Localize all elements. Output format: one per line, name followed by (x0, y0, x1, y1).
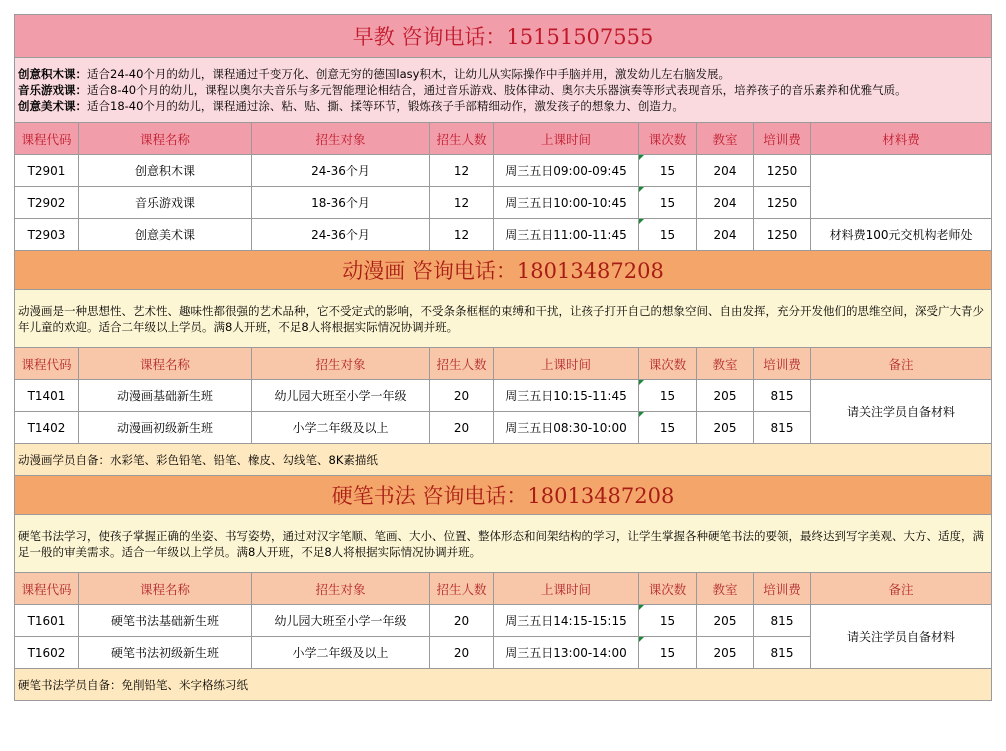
enrollment: 12 (430, 155, 494, 187)
course-code: T2901 (15, 155, 79, 187)
course-code: T2903 (15, 219, 79, 251)
header-cell: 课程名称 (79, 573, 252, 605)
class-time: 周三五日08:30-10:00 (494, 412, 639, 444)
header-cell: 课次数 (639, 123, 697, 155)
course-name: 创意美术课 (79, 219, 252, 251)
course-name: 硬笔书法基础新生班 (79, 605, 252, 637)
class-time: 周三五日10:15-11:45 (494, 380, 639, 412)
header-cell: 教室 (697, 348, 754, 380)
target-students: 幼儿园大班至小学一年级 (252, 605, 430, 637)
desc-text: 适合18-40个月的幼儿，课程通过涂、粘、贴、撕、揉等环节，锻炼孩子手部精细动作，激发孩子的想象力、创造力。 (87, 99, 684, 113)
enrollment: 20 (430, 380, 494, 412)
header-cell: 招生对象 (252, 348, 430, 380)
desc-line (18, 66, 988, 82)
header-cell: 招生人数 (430, 573, 494, 605)
class-time: 周三五日09:00-09:45 (494, 155, 639, 187)
desc-line (18, 98, 988, 114)
header-cell: 上课时间 (494, 123, 639, 155)
sessions: 15 (639, 605, 697, 637)
header-cell: 课程代码 (15, 573, 79, 605)
target-students: 18-36个月 (252, 187, 430, 219)
desc-label: 音乐游戏课： (18, 83, 87, 97)
classroom: 205 (697, 637, 754, 669)
header-cell: 课程名称 (79, 348, 252, 380)
section-description-calligraphy: 硬笔书法学习，使孩子掌握正确的坐姿、书写姿势，通过对汉字笔顺、笔画、大小、位置、整体形态和间架结构的学习，让学生掌握各种硬笔书法的要领，最终达到写字美观、大方、适度，满足一般的审美需求。适合一年级以上学员。满8人开班，不足8人将根据实际情况协调并班。 (15, 515, 992, 573)
desc-label: 创意美术课： (18, 99, 87, 113)
desc-text: 适合24-40个月的幼儿，课程通过千变万化、创意无穷的德国lasy积木，让幼儿从实际操作中手脑并用，激发幼儿左右脑发展。 (87, 67, 730, 81)
course-name: 创意积木课 (79, 155, 252, 187)
tuition: 1250 (754, 187, 811, 219)
header-cell: 课程代码 (15, 123, 79, 155)
classroom: 204 (697, 155, 754, 187)
header-cell: 培训费 (754, 348, 811, 380)
course-name: 音乐游戏课 (79, 187, 252, 219)
tuition: 1250 (754, 219, 811, 251)
tuition: 815 (754, 605, 811, 637)
target-students: 小学二年级及以上 (252, 412, 430, 444)
course-code: T1602 (15, 637, 79, 669)
desc-text: 适合8-40个月的幼儿，课程以奥尔夫音乐与多元智能理论相结合，通过音乐游戏、肢体律动、奥尔夫乐器演奏等形式表现音乐，培养孩子的音乐素养和优雅气质。 (87, 83, 907, 97)
classroom: 205 (697, 380, 754, 412)
header-row (15, 123, 992, 155)
desc-label: 创意积木课： (18, 67, 87, 81)
classroom: 205 (697, 605, 754, 637)
classroom: 204 (697, 187, 754, 219)
class-time: 周三五日11:00-11:45 (494, 219, 639, 251)
course-code: T2902 (15, 187, 79, 219)
remarks: 请关注学员自备材料 (811, 605, 992, 669)
supplies-note-calligraphy: 硬笔书法学员自备：免削铅笔、米字格练习纸 (15, 669, 992, 701)
header-row (15, 573, 992, 605)
header-cell: 教室 (697, 123, 754, 155)
table-row (15, 605, 992, 637)
tuition: 815 (754, 637, 811, 669)
header-cell: 招生人数 (430, 348, 494, 380)
section-title-calligraphy: 硬笔书法 咨询电话：18013487208 (15, 476, 992, 515)
section-description-anime-drawing: 动漫画是一种思想性、艺术性、趣味性都很强的艺术品种，它不受定式的影响，不受条条框框的束缚和干扰，让孩子打开自己的想象空间、自由发挥，充分开发他们的思维空间，深受广大青少年儿童的欢迎。适合二年级以上学员。满8人开班，不足8人将根据实际情况协调并班。 (15, 290, 992, 348)
class-time: 周三五日10:00-10:45 (494, 187, 639, 219)
course-code: T1601 (15, 605, 79, 637)
course-code: T1402 (15, 412, 79, 444)
class-time: 周三五日14:15-15:15 (494, 605, 639, 637)
section-title-early-education: 早教 咨询电话：15151507555 (15, 15, 992, 58)
header-cell: 培训费 (754, 123, 811, 155)
header-cell: 课次数 (639, 573, 697, 605)
header-cell: 材料费 (811, 123, 992, 155)
table-row (15, 380, 992, 412)
header-cell: 课程代码 (15, 348, 79, 380)
course-code: T1401 (15, 380, 79, 412)
header-cell: 课次数 (639, 348, 697, 380)
sessions: 15 (639, 637, 697, 669)
table-row (15, 155, 992, 187)
remarks: 请关注学员自备材料 (811, 380, 992, 444)
header-cell: 培训费 (754, 573, 811, 605)
classroom: 204 (697, 219, 754, 251)
header-cell: 招生对象 (252, 123, 430, 155)
sessions: 15 (639, 412, 697, 444)
supplies-note-anime: 动漫画学员自备：水彩笔、彩色铅笔、铅笔、橡皮、勾线笔、8K素描纸 (15, 444, 992, 476)
tuition: 815 (754, 380, 811, 412)
desc-line (18, 82, 988, 98)
tuition: 815 (754, 412, 811, 444)
material-fee-empty (811, 155, 992, 219)
header-cell: 备注 (811, 573, 992, 605)
classroom: 205 (697, 412, 754, 444)
tuition: 1250 (754, 155, 811, 187)
enrollment: 12 (430, 219, 494, 251)
class-time: 周三五日13:00-14:00 (494, 637, 639, 669)
target-students: 小学二年级及以上 (252, 637, 430, 669)
enrollment: 20 (430, 412, 494, 444)
course-name: 动漫画初级新生班 (79, 412, 252, 444)
course-name: 硬笔书法初级新生班 (79, 637, 252, 669)
sessions: 15 (639, 187, 697, 219)
target-students: 24-36个月 (252, 219, 430, 251)
header-cell: 上课时间 (494, 573, 639, 605)
header-cell: 教室 (697, 573, 754, 605)
material-fee-note: 材料费100元交机构老师处 (811, 219, 992, 251)
header-row (15, 348, 992, 380)
enrollment: 12 (430, 187, 494, 219)
header-cell: 招生对象 (252, 573, 430, 605)
course-schedule-table (14, 14, 992, 701)
target-students: 幼儿园大班至小学一年级 (252, 380, 430, 412)
sessions: 15 (639, 219, 697, 251)
enrollment: 20 (430, 637, 494, 669)
target-students: 24-36个月 (252, 155, 430, 187)
header-cell: 课程名称 (79, 123, 252, 155)
enrollment: 20 (430, 605, 494, 637)
sessions: 15 (639, 380, 697, 412)
header-cell: 招生人数 (430, 123, 494, 155)
header-cell: 备注 (811, 348, 992, 380)
section-description-early-education (15, 58, 992, 123)
section-title-anime-drawing: 动漫画 咨询电话：18013487208 (15, 251, 992, 290)
course-name: 动漫画基础新生班 (79, 380, 252, 412)
sessions: 15 (639, 155, 697, 187)
table-row (15, 219, 992, 251)
header-cell: 上课时间 (494, 348, 639, 380)
